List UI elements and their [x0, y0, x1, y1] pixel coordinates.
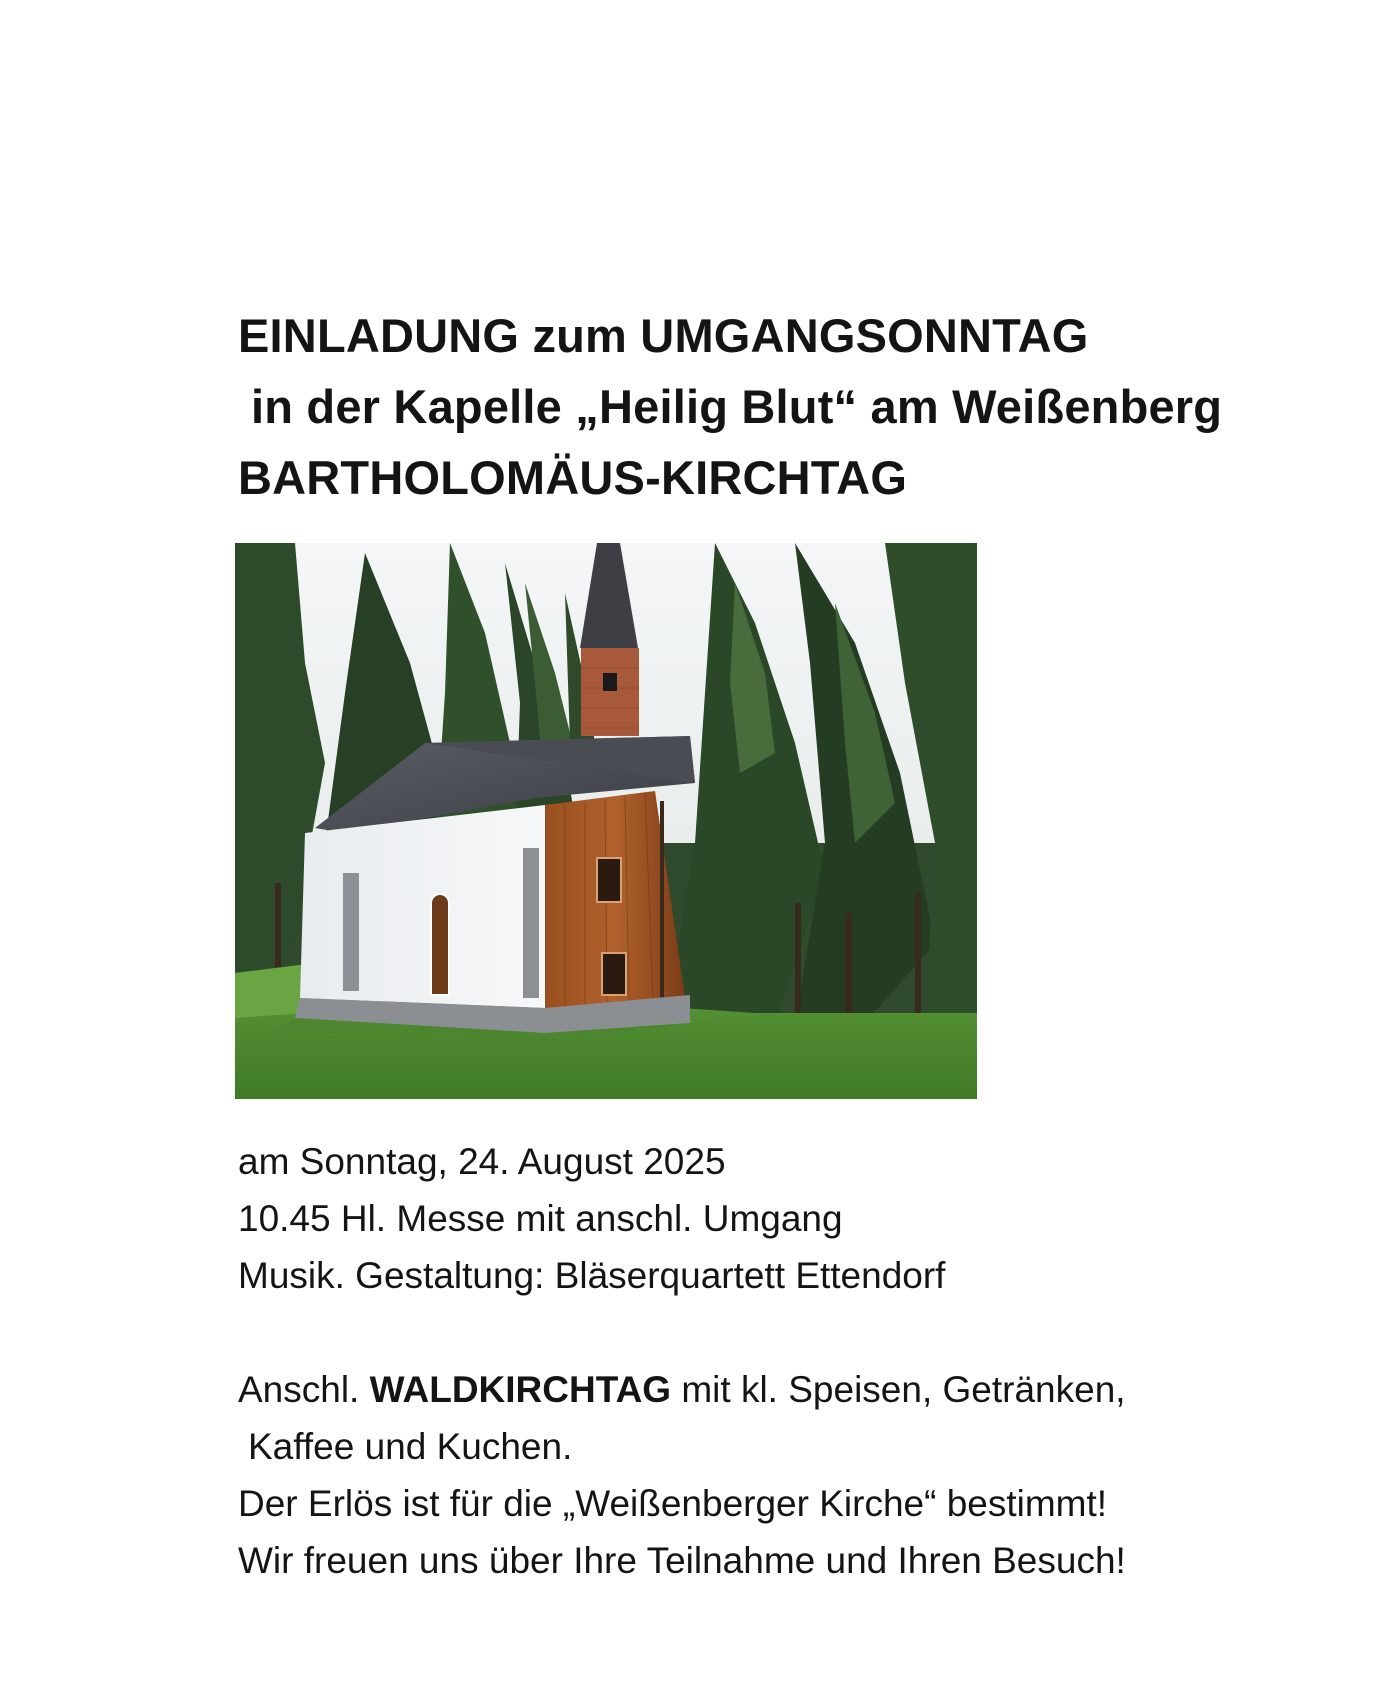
- chapel-photo: [235, 543, 977, 1099]
- afterparty-prefix: Anschl.: [238, 1369, 370, 1410]
- heading-line-invitation: EINLADUNG zum UMGANGSONNTAG: [238, 309, 1089, 362]
- afterparty-highlight: WALDKIRCHTAG: [369, 1369, 672, 1410]
- event-music: Musik. Gestaltung: Bläserquartett Ettendorf: [238, 1255, 946, 1296]
- afterparty-suffix: mit kl. Speisen, Getränken,: [671, 1369, 1126, 1410]
- event-date: am Sonntag, 24. August 2025: [238, 1141, 726, 1182]
- event-details: [238, 1133, 1358, 1589]
- heading-line-feast: BARTHOLOMÄUS-KIRCHTAG: [238, 451, 908, 504]
- heading-line-chapel: in der Kapelle „Heilig Blut“ am Weißenberg: [251, 380, 1223, 433]
- invitation-heading: [238, 300, 1358, 513]
- afterparty-line-1: [238, 1361, 1358, 1418]
- afterparty-line-2: Kaffee und Kuchen.: [248, 1426, 573, 1467]
- event-mass-time: 10.45 Hl. Messe mit anschl. Umgang: [238, 1198, 843, 1239]
- afterparty-line-4: Wir freuen uns über Ihre Teilnahme und Ihren Besuch!: [238, 1540, 1126, 1581]
- afterparty-line-3: Der Erlös ist für die „Weißenberger Kirche“ bestimmt!: [238, 1483, 1108, 1524]
